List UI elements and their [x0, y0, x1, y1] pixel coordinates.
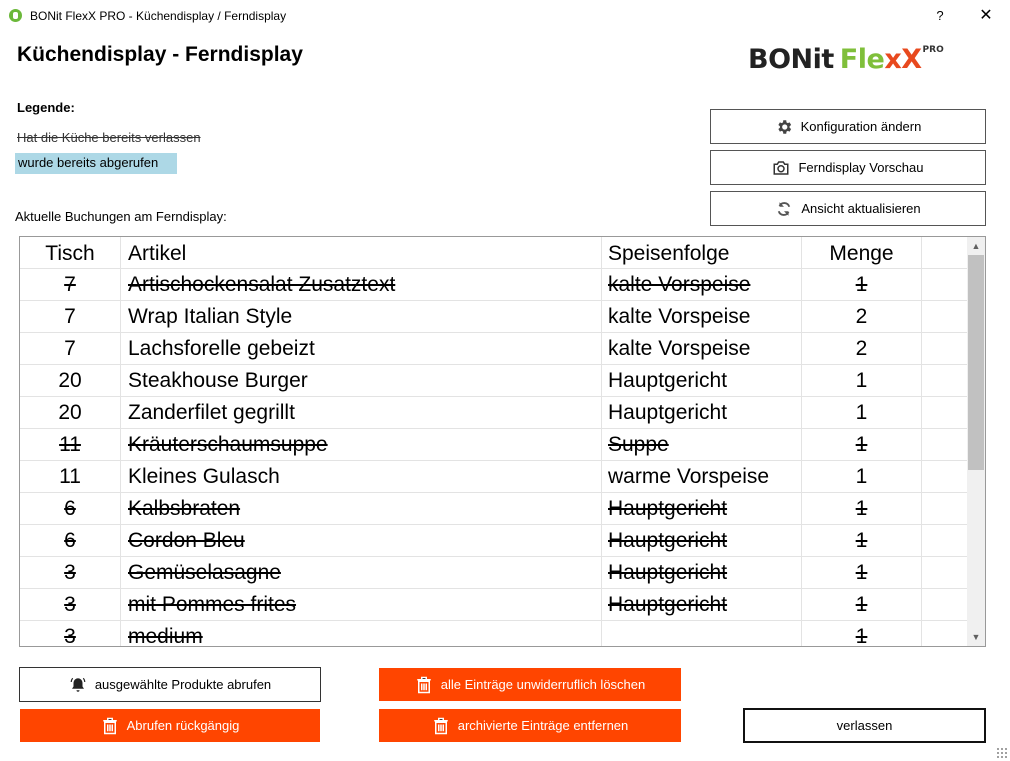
scroll-down-icon[interactable]: ▼	[971, 632, 981, 642]
cell-filler	[922, 397, 967, 429]
cell-speisenfolge: Hauptgericht	[602, 365, 802, 397]
cell-speisenfolge: kalte Vorspeise	[602, 301, 802, 333]
page-title: Küchendisplay - Ferndisplay	[17, 43, 303, 66]
remove-archived-label: archivierte Einträge entfernen	[457, 718, 629, 733]
cell-menge: 1	[802, 269, 922, 301]
cell-tisch: 20	[20, 365, 121, 397]
cell-tisch: 7	[20, 269, 121, 301]
section-label: Aktuelle Buchungen am Ferndisplay:	[15, 209, 227, 224]
cell-speisenfolge: Hauptgericht	[602, 525, 802, 557]
cell-artikel: Kleines Gulasch	[121, 461, 602, 493]
table-row[interactable]	[20, 493, 967, 525]
help-button[interactable]: ?	[936, 8, 944, 23]
call-selected-label: ausgewählte Produkte abrufen	[94, 677, 272, 692]
camera-icon	[772, 159, 790, 177]
table-row[interactable]	[20, 461, 967, 493]
cell-menge: 1	[802, 589, 922, 621]
undo-call-label: Abrufen rückgängig	[126, 718, 240, 733]
header-tisch[interactable]: Tisch	[20, 237, 121, 269]
cell-artikel: Artischockensalat Zusatztext	[121, 269, 602, 301]
cell-artikel: Gemüselasagne	[121, 557, 602, 589]
cell-filler	[922, 557, 967, 589]
cell-filler	[922, 589, 967, 621]
refresh-button[interactable]	[710, 191, 986, 226]
cell-filler	[922, 461, 967, 493]
header-menge[interactable]: Menge	[802, 237, 922, 269]
cell-artikel: Kräuterschaumsuppe	[121, 429, 602, 461]
cell-menge: 1	[802, 621, 922, 647]
table-row[interactable]	[20, 269, 967, 301]
preview-button-label: Ferndisplay Vorschau	[798, 160, 924, 175]
table-row[interactable]	[20, 301, 967, 333]
cell-artikel: Cordon Bleu	[121, 525, 602, 557]
cell-tisch: 7	[20, 333, 121, 365]
cell-artikel: Wrap Italian Style	[121, 301, 602, 333]
resize-grip-icon[interactable]	[996, 747, 1008, 759]
trash-icon	[415, 676, 433, 694]
table-row[interactable]	[20, 333, 967, 365]
trash-icon	[432, 717, 450, 735]
cell-menge: 1	[802, 557, 922, 589]
cell-artikel: Zanderfilet gegrillt	[121, 397, 602, 429]
cell-filler	[922, 493, 967, 525]
cell-menge: 1	[802, 493, 922, 525]
leave-button[interactable]	[743, 708, 986, 743]
cell-filler	[922, 365, 967, 397]
cell-tisch: 11	[20, 429, 121, 461]
configuration-button[interactable]	[710, 109, 986, 144]
cell-filler	[922, 621, 967, 647]
cell-menge: 1	[802, 429, 922, 461]
scroll-thumb[interactable]	[968, 255, 984, 470]
table-row[interactable]	[20, 589, 967, 621]
trash-icon	[101, 717, 119, 735]
cell-artikel: Kalbsbraten	[121, 493, 602, 525]
cell-filler	[922, 301, 967, 333]
leave-button-label: verlassen	[836, 718, 893, 733]
cell-artikel: Lachsforelle gebeizt	[121, 333, 602, 365]
table-scrollbar[interactable]	[967, 237, 985, 646]
cell-tisch: 6	[20, 493, 121, 525]
cell-tisch: 3	[20, 557, 121, 589]
cell-menge: 1	[802, 365, 922, 397]
cell-filler	[922, 429, 967, 461]
bonit-flexx-logo: BONit FlexX$^{PRO}$	[748, 44, 944, 75]
preview-button[interactable]	[710, 150, 986, 185]
cell-filler	[922, 333, 967, 365]
cell-menge: 2	[802, 301, 922, 333]
table-row[interactable]	[20, 429, 967, 461]
remove-archived-button[interactable]	[379, 709, 681, 742]
cell-artikel: mit Pommes frites	[121, 589, 602, 621]
delete-all-button[interactable]	[379, 668, 681, 701]
header-artikel[interactable]: Artikel	[121, 237, 602, 269]
close-button[interactable]: ✕	[979, 7, 993, 24]
cell-speisenfolge: Hauptgericht	[602, 397, 802, 429]
cell-menge: 1	[802, 461, 922, 493]
gear-icon	[775, 118, 793, 136]
cell-speisenfolge: warme Vorspeise	[602, 461, 802, 493]
cell-speisenfolge: Hauptgericht	[602, 589, 802, 621]
header-filler	[922, 237, 967, 269]
cell-speisenfolge: Hauptgericht	[602, 557, 802, 589]
table-header-row	[20, 237, 967, 269]
table-row[interactable]	[20, 365, 967, 397]
cell-menge: 1	[802, 525, 922, 557]
cell-tisch: 6	[20, 525, 121, 557]
table-row[interactable]	[20, 525, 967, 557]
cell-tisch: 7	[20, 301, 121, 333]
cell-speisenfolge: Hauptgericht	[602, 493, 802, 525]
cell-tisch: 3	[20, 621, 121, 647]
call-selected-button[interactable]	[19, 667, 321, 702]
header-speisenfolge[interactable]: Speisenfolge	[602, 237, 802, 269]
table-row[interactable]	[20, 621, 967, 647]
cell-artikel: Steakhouse Burger	[121, 365, 602, 397]
app-icon	[9, 9, 22, 22]
legend-called: wurde bereits abgerufen	[15, 153, 177, 174]
table-row[interactable]	[20, 557, 967, 589]
cell-menge: 1	[802, 397, 922, 429]
cell-tisch: 20	[20, 397, 121, 429]
configuration-button-label: Konfiguration ändern	[800, 119, 922, 134]
bell-icon	[69, 676, 87, 694]
undo-call-button[interactable]	[20, 709, 320, 742]
cell-filler	[922, 269, 967, 301]
cell-tisch: 11	[20, 461, 121, 493]
cell-speisenfolge	[602, 621, 802, 647]
cell-speisenfolge: kalte Vorspeise	[602, 269, 802, 301]
cell-artikel: medium	[121, 621, 602, 647]
table-row[interactable]	[20, 397, 967, 429]
delete-all-label: alle Einträge unwiderruflich löschen	[440, 677, 646, 692]
refresh-icon	[775, 200, 793, 218]
cell-menge: 2	[802, 333, 922, 365]
refresh-button-label: Ansicht aktualisieren	[801, 201, 921, 216]
bookings-table[interactable]	[19, 236, 986, 647]
title-bar	[0, 0, 1010, 32]
legend-left-kitchen: Hat die Küche bereits verlassen	[17, 130, 201, 145]
cell-speisenfolge: Suppe	[602, 429, 802, 461]
cell-speisenfolge: kalte Vorspeise	[602, 333, 802, 365]
scroll-up-icon[interactable]: ▲	[971, 241, 981, 251]
window-title: BONit FlexX PRO - Küchendisplay / Ferndisplay	[30, 9, 287, 23]
legend-title: Legende:	[17, 100, 75, 115]
cell-tisch: 3	[20, 589, 121, 621]
cell-filler	[922, 525, 967, 557]
